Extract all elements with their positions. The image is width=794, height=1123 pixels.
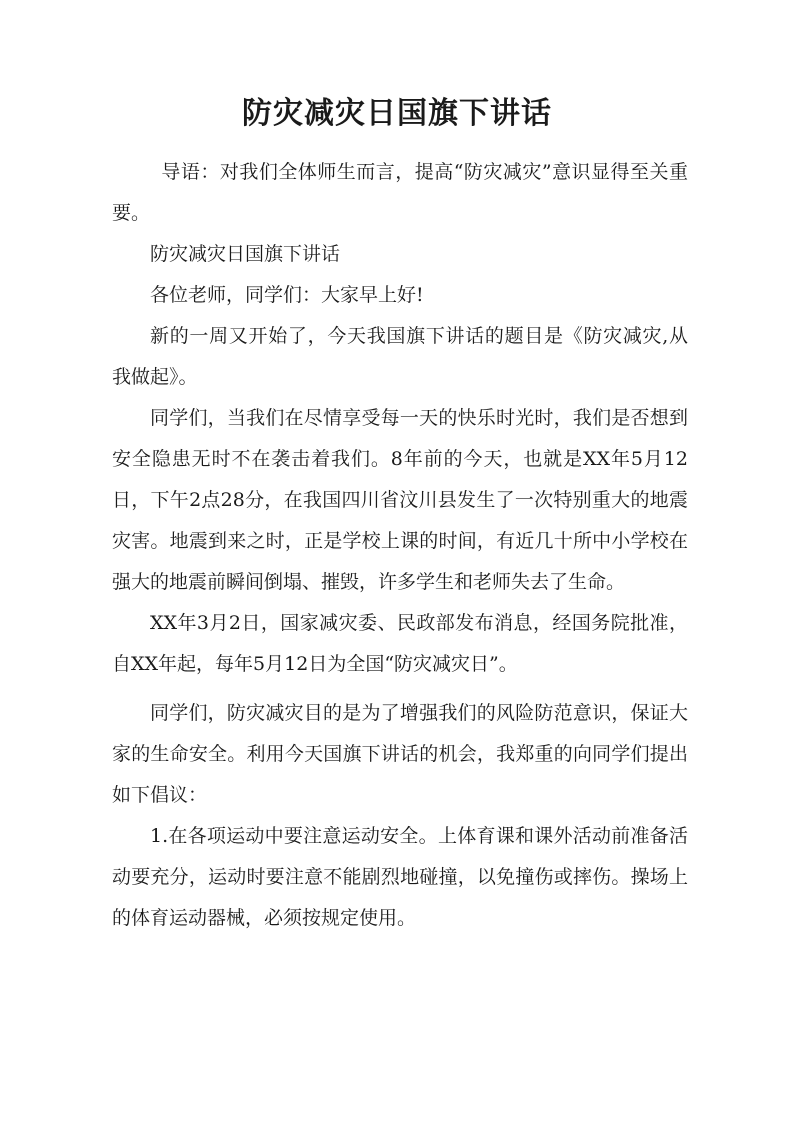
intro-paragraph: 导语：对我们全体师生而言，提高“防灾减灾”意识显得至关重要。: [112, 161, 688, 224]
body-paragraph: XX年3月2日，国家减灾委、民政部发布消息，经国务院批准，自XX年起，每年5月12日为全国“防灾减灾日”。: [112, 612, 688, 675]
body-paragraph: 同学们，防灾减灾目的是为了增强我们的风险防范意识，保证大家的生命安全。利用今天国旗下讲话的机会，我郑重的向同学们提出如下倡议：: [112, 702, 688, 806]
document-title: 防灾减灾日国旗下讲话: [242, 96, 552, 131]
body-paragraph: 1.在各项运动中要注意运动安全。上体育课和课外活动前准备活动要充分，运动时要注意不能剧烈地碰撞，以免撞伤或摔伤。操场上的体育运动器械，必须按规定使用。: [112, 825, 688, 929]
subtitle-paragraph: 防灾减灾日国旗下讲话: [150, 243, 341, 265]
document-body: [112, 152, 688, 939]
body-paragraph: 同学们，当我们在尽情享受每一天的快乐时光时，我们是否想到安全隐患无时不在袭击着我们。8年前的今天，也就是XX年5月12日，下午2点28分，在我国四川省汶川县发生了一次特别重大的地震灾害。地震到来之时，正是学校上课的时间，有近几十所中小学校在强大的地震前瞬间倒塌、摧毁，许多学生和老师失去了生命。: [112, 407, 688, 593]
greeting-paragraph: 各位老师，同学们：大家早上好!: [150, 284, 424, 306]
body-paragraph: 新的一周又开始了，今天我国旗下讲话的题目是《防灾减灾,从我做起》。: [112, 325, 688, 388]
